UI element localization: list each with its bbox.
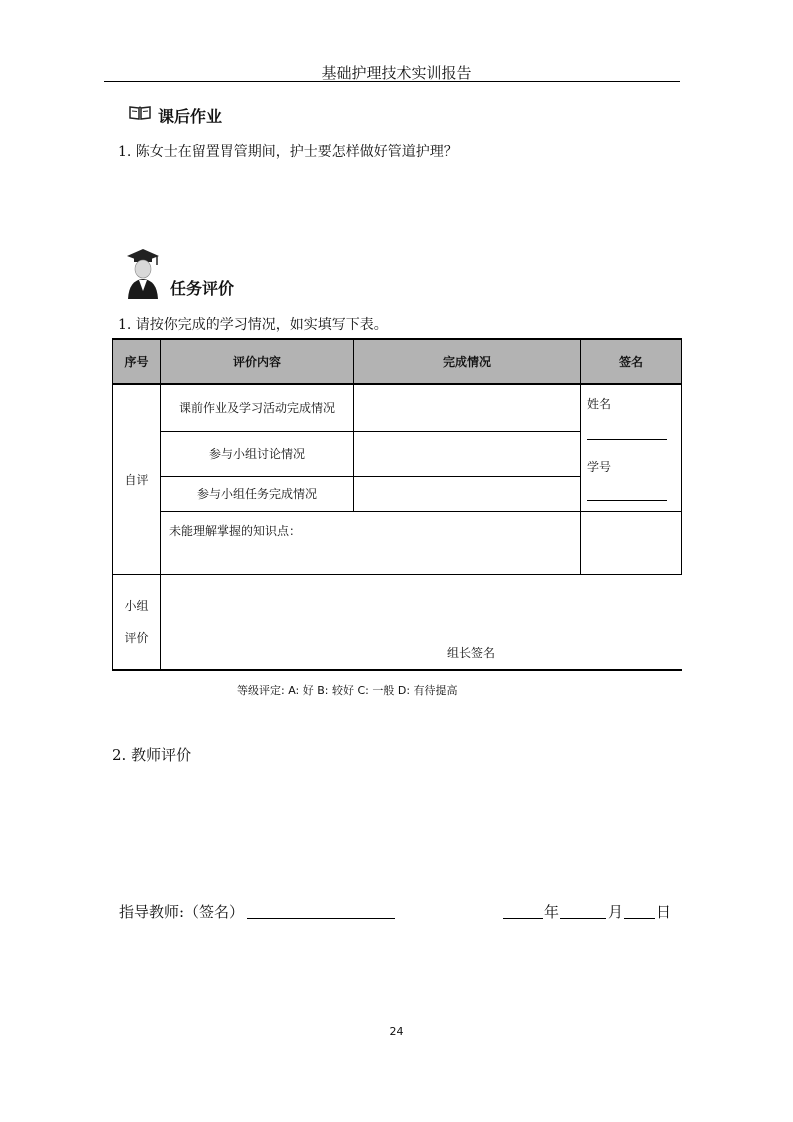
teacher-signature-line[interactable]: [247, 918, 395, 919]
self-eval-item: 参与小组讨论情况: [161, 431, 354, 476]
day-label: 日: [656, 903, 672, 921]
sign-id-line[interactable]: [587, 500, 667, 501]
teacher-eval-title: 2. 教师评价: [112, 746, 192, 764]
unmastered-sign-cell: [581, 511, 682, 574]
self-eval-item: 课前作业及学习活动完成情况: [161, 384, 354, 431]
homework-question: 1. 陈女士在留置胃管期间，护士要怎样做好管道护理？: [118, 144, 458, 160]
evaluation-question: 1. 请按你完成的学习情况，如实填写下表。: [118, 317, 388, 333]
group-eval-label-line1: 小组: [124, 598, 149, 613]
evaluation-title: 任务评价: [170, 279, 235, 298]
self-eval-label: 自评: [113, 384, 161, 574]
header-seq: 序号: [113, 339, 161, 384]
year-line[interactable]: [503, 918, 543, 919]
year-label: 年: [544, 903, 560, 921]
sign-name-label: 姓名: [587, 397, 612, 411]
header-title: 基础护理技术实训报告: [321, 64, 472, 82]
self-eval-item: 参与小组任务完成情况: [161, 476, 354, 511]
group-eval-label-line2: 评价: [124, 630, 149, 645]
status-cell[interactable]: [354, 431, 581, 476]
month-label: 月: [608, 903, 624, 921]
day-line[interactable]: [624, 918, 655, 919]
header-status: 完成情况: [354, 339, 581, 384]
header-divider: [104, 81, 680, 82]
group-eval-cell[interactable]: [161, 574, 682, 670]
grading-legend: 等级评定: A: 好 B: 较好 C: 一般 D: 有待提高: [237, 684, 458, 697]
graduate-avatar-icon: [125, 247, 161, 303]
sign-id-label: 学号: [587, 460, 612, 474]
header-content: 评价内容: [161, 339, 354, 384]
header-sign: 签名: [581, 339, 682, 384]
month-line[interactable]: [560, 918, 606, 919]
sign-name-line[interactable]: [587, 439, 667, 440]
evaluation-table: [112, 338, 682, 671]
status-cell[interactable]: [354, 384, 581, 431]
homework-title: 课后作业: [158, 107, 223, 126]
sign-cell[interactable]: [581, 384, 682, 511]
book-icon: [128, 104, 152, 126]
group-eval-label: [113, 574, 161, 670]
status-cell[interactable]: [354, 476, 581, 511]
leader-sign-label: 组长签名: [447, 646, 496, 660]
unmastered-points[interactable]: 未能理解掌握的知识点：: [161, 511, 581, 574]
page-number: 24: [389, 1025, 404, 1038]
teacher-signature-label: 指导教师:（签名）: [119, 903, 245, 921]
